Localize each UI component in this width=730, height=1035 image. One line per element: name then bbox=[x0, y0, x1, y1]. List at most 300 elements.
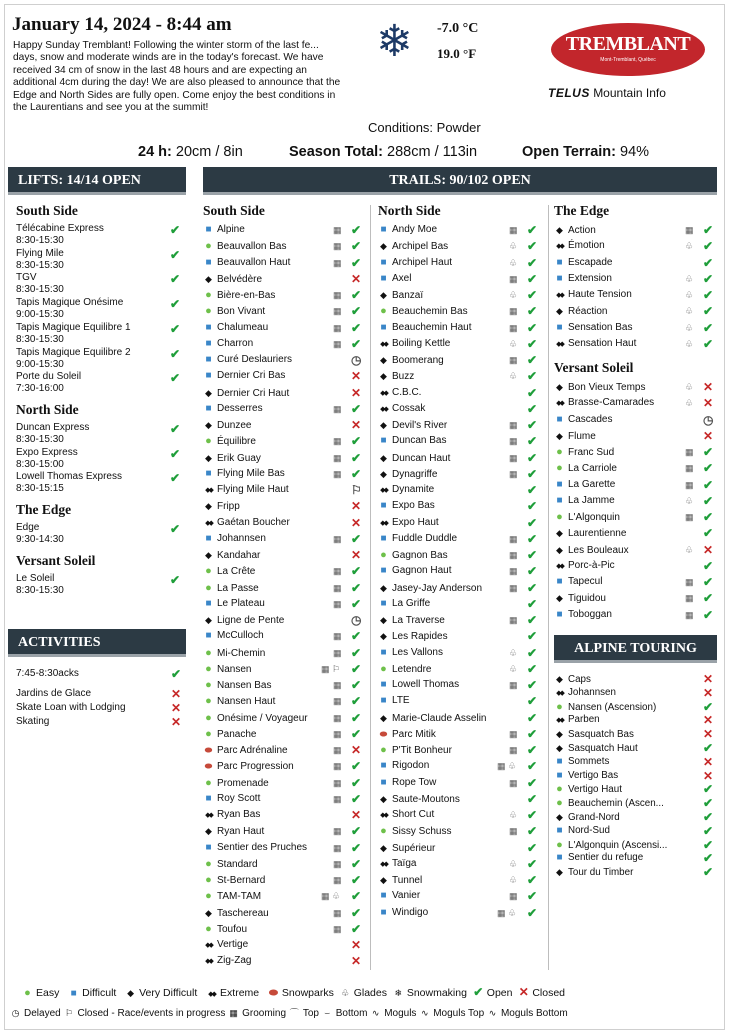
open-check-icon: ✔ bbox=[703, 304, 714, 319]
glades-icon: ♧ bbox=[509, 257, 518, 268]
trail-row bbox=[203, 240, 287, 253]
lift-hours: 8:30-15:30 bbox=[16, 433, 64, 445]
open-check-icon: ✔ bbox=[527, 499, 538, 514]
open-check-icon: ✔ bbox=[703, 320, 714, 335]
trail-row bbox=[378, 338, 450, 351]
lift-name: Expo Express bbox=[16, 446, 78, 458]
touring-row bbox=[554, 811, 620, 824]
touring-row bbox=[554, 714, 600, 727]
grooming-icon: ▦ bbox=[509, 355, 518, 365]
open-check-icon: ✔ bbox=[527, 531, 538, 546]
difficult-square-icon: ■ bbox=[556, 824, 563, 836]
open-check-icon: ✔ bbox=[527, 808, 538, 822]
trail-name: Flume bbox=[568, 430, 596, 442]
grooming-icon: ▦ bbox=[333, 826, 342, 837]
touring-row bbox=[554, 770, 618, 782]
touring-row bbox=[554, 783, 622, 796]
very-difficult-diamond-icon: ◆ bbox=[556, 867, 563, 878]
lift-hours: 9:30-14:30 bbox=[16, 534, 64, 545]
trail-name: Flying Mile Bas bbox=[217, 467, 285, 479]
open-check-icon: ✔ bbox=[527, 840, 538, 855]
open-check-icon: ✔ bbox=[527, 336, 538, 351]
trail-row bbox=[203, 484, 289, 497]
open-check-icon: ✔ bbox=[527, 759, 538, 774]
open-check-icon: ✔ bbox=[351, 645, 362, 660]
grooming-icon: ▦ bbox=[333, 452, 342, 463]
legend-grooming: ▦ Grooming bbox=[229, 1008, 287, 1019]
trail-name: Cascades bbox=[568, 413, 613, 425]
difficult-square-icon: ■ bbox=[380, 906, 387, 918]
trail-name: Équilibre bbox=[217, 436, 256, 448]
open-check-icon: ✔ bbox=[527, 515, 538, 530]
open-check-icon: ✔ bbox=[351, 223, 362, 237]
open-check-icon: ✔ bbox=[351, 824, 362, 839]
trail-name: Devil's River bbox=[392, 420, 448, 431]
open-check-icon: ✔ bbox=[351, 336, 362, 351]
trail-name: La Crête bbox=[217, 566, 256, 578]
trail-name: Cossak bbox=[392, 402, 426, 414]
open-check-icon: ✔ bbox=[527, 548, 538, 562]
open-check-icon: ✔ bbox=[527, 483, 538, 497]
lift-name: Tapis Magique Onésime bbox=[16, 297, 124, 309]
open-check-icon: ✔ bbox=[527, 401, 538, 416]
glades-icon: ♧ bbox=[685, 398, 694, 409]
lift-row bbox=[16, 522, 184, 546]
open-check-icon: ✔ bbox=[170, 346, 181, 361]
trail-row bbox=[203, 939, 248, 952]
trail-name: Tapecul bbox=[568, 576, 603, 587]
trail-row bbox=[378, 403, 425, 416]
easy-circle-icon: ● bbox=[205, 711, 212, 724]
touring-name: Grand-Nord bbox=[568, 812, 620, 823]
trail-name: Sensation Bas bbox=[568, 321, 633, 333]
closed-x-icon: ✕ bbox=[351, 385, 362, 400]
legend-moguls-top: ∿ Moguls Top bbox=[420, 1008, 485, 1019]
difficult-square-icon: ■ bbox=[205, 532, 212, 544]
open-check-icon: ✔ bbox=[527, 288, 538, 302]
glades-icon: ♧ bbox=[685, 241, 694, 252]
trail-name: Boomerang bbox=[392, 355, 444, 366]
very-difficult-diamond-icon: ◆ bbox=[205, 615, 212, 625]
trail-name: Escapade bbox=[568, 256, 613, 268]
grooming-icon: ▦ bbox=[333, 306, 342, 317]
glades-icon: ♧ bbox=[509, 647, 518, 658]
legend-very-difficult: ◆ Very Difficult bbox=[127, 987, 198, 999]
trail-name: Banzaï bbox=[392, 290, 424, 301]
trail-row bbox=[203, 907, 269, 920]
easy-circle-icon: ● bbox=[205, 874, 212, 886]
trail-row bbox=[378, 582, 482, 595]
trail-name: Beauvallon Bas bbox=[217, 241, 287, 253]
trail-row bbox=[203, 728, 256, 741]
trail-row bbox=[378, 825, 451, 838]
difficult-square-icon: ■ bbox=[380, 435, 387, 447]
very-difficult-diamond-icon: ◆ bbox=[556, 225, 563, 235]
grooming-icon: ▦ bbox=[333, 842, 342, 853]
trail-row bbox=[378, 565, 452, 577]
trail-row bbox=[378, 484, 434, 497]
grooming-icon: ▦ bbox=[333, 875, 342, 885]
open-check-icon: ✔ bbox=[703, 526, 714, 541]
touring-row bbox=[554, 866, 633, 879]
difficult-square-icon: ■ bbox=[380, 695, 387, 707]
trail-name: La Garette bbox=[568, 478, 616, 490]
very-difficult-diamond-icon: ◆ bbox=[205, 550, 212, 560]
trail-row bbox=[554, 381, 645, 394]
open-check-icon: ✔ bbox=[170, 572, 181, 587]
difficult-square-icon: ■ bbox=[556, 321, 563, 333]
difficult-square-icon: ■ bbox=[380, 776, 387, 788]
lift-row bbox=[16, 223, 184, 247]
very-difficult-diamond-icon: ◆ bbox=[205, 273, 212, 284]
closed-x-icon: ✕ bbox=[351, 743, 362, 757]
glades-icon: ♧ bbox=[685, 338, 694, 349]
trail-group-title: The Edge bbox=[554, 203, 610, 218]
grooming-icon: ▦ bbox=[333, 728, 342, 739]
trail-name: Bon Vieux Temps bbox=[568, 382, 646, 393]
trail-name: Extension bbox=[568, 272, 612, 284]
touring-header: ALPINE TOURING bbox=[554, 635, 717, 663]
trail-name: Curé Deslauriers bbox=[217, 354, 293, 365]
report-date: January 14, 2024 - 8:44 am bbox=[12, 14, 232, 35]
extreme-double-diamond-icon: ◆◆ bbox=[380, 519, 387, 527]
trail-name: Gaétan Boucher bbox=[217, 516, 290, 528]
very-difficult-diamond-icon: ◆ bbox=[380, 793, 387, 804]
easy-circle-icon: ● bbox=[205, 240, 212, 253]
trail-name: Chalumeau bbox=[217, 321, 269, 333]
lift-row bbox=[16, 272, 184, 296]
trail-name: Erik Guay bbox=[217, 452, 261, 464]
trail-row bbox=[378, 630, 448, 643]
trail-row bbox=[378, 322, 472, 334]
trail-row bbox=[378, 744, 452, 757]
closed-x-icon: ✕ bbox=[351, 369, 362, 384]
intro-text: Happy Sunday Tremblant! Following the winter storm of the last fe... days, snow and moderate winds are in the today's forecast. We have received 34 cm of snow in the last 48 hours and are expecting an additional 4cm during the day! We are also pleased to announce that the Edge and North Sides are fully open. Come enjoy the best conditions in the Laurentians and see you at the summit! bbox=[13, 40, 341, 114]
trail-row bbox=[554, 609, 612, 621]
trail-row bbox=[203, 679, 271, 692]
extreme-double-diamond-icon: ◆◆ bbox=[380, 389, 387, 397]
open-check-icon: ✔ bbox=[351, 255, 362, 270]
open-check-icon: ✔ bbox=[351, 661, 362, 676]
grooming-icon: ▦ bbox=[333, 745, 342, 755]
trail-name: Sensation Haut bbox=[568, 337, 637, 349]
open-check-icon: ✔ bbox=[351, 678, 362, 692]
trail-row bbox=[203, 955, 251, 968]
touring-name: Sommets bbox=[568, 755, 610, 767]
legend-easy: ● Easy bbox=[24, 987, 60, 999]
open-check-icon: ✔ bbox=[527, 645, 538, 660]
very-difficult-diamond-icon: ◆ bbox=[380, 875, 387, 885]
trail-name: Standard bbox=[217, 858, 258, 870]
grooming-glades-icon: ▦ ♧ bbox=[497, 907, 517, 918]
very-difficult-diamond-icon: ◆ bbox=[556, 743, 563, 753]
open-check-icon: ✔ bbox=[351, 434, 362, 449]
trail-name: Ryan Haut bbox=[217, 826, 265, 838]
open-check-icon: ✔ bbox=[703, 810, 714, 824]
difficult-square-icon: ■ bbox=[380, 256, 387, 268]
open-check-icon: ✔ bbox=[170, 321, 181, 336]
very-difficult-diamond-icon: ◆ bbox=[380, 241, 387, 252]
open-check-icon: ✔ bbox=[351, 905, 362, 920]
lift-name: Flying Mile bbox=[16, 247, 64, 259]
legend-snowparks: ⬬ Snowparks bbox=[268, 987, 334, 999]
trail-name: Letendre bbox=[392, 663, 432, 675]
legend-delayed: ◷ Delayed bbox=[11, 1008, 61, 1019]
open-check-icon: ✔ bbox=[351, 596, 362, 611]
trail-row bbox=[203, 273, 262, 286]
trail-row bbox=[378, 858, 416, 871]
trail-name: Expo Bas bbox=[392, 500, 435, 512]
trail-row bbox=[554, 592, 606, 605]
trail-row bbox=[378, 760, 429, 772]
very-difficult-diamond-icon: ◆ bbox=[205, 907, 212, 918]
open-check-icon: ✔ bbox=[527, 320, 538, 335]
trail-row bbox=[203, 858, 258, 871]
open-check-icon: ✔ bbox=[703, 575, 714, 589]
grooming-icon: ▦ bbox=[333, 598, 342, 609]
trail-row bbox=[554, 446, 614, 459]
open-check-icon: ✔ bbox=[171, 667, 182, 681]
touring-name: Johannsen bbox=[568, 686, 616, 698]
trail-row bbox=[378, 793, 460, 806]
extreme-double-diamond-icon: ◆◆ bbox=[380, 487, 387, 494]
trail-row bbox=[203, 468, 285, 480]
difficult-square-icon: ■ bbox=[556, 478, 563, 490]
closed-x-icon: ✕ bbox=[351, 808, 362, 822]
touring-row bbox=[554, 756, 609, 768]
open-check-icon: ✔ bbox=[703, 741, 714, 755]
grooming-icon: ▦ bbox=[685, 479, 694, 490]
open-check-icon: ✔ bbox=[170, 522, 181, 536]
very-difficult-diamond-icon: ◆ bbox=[205, 452, 212, 463]
trail-row bbox=[203, 760, 294, 773]
snowpark-oval-icon: ⬬ bbox=[379, 728, 388, 739]
trail-row bbox=[203, 387, 289, 400]
touring-row bbox=[554, 839, 667, 852]
open-check-icon: ✔ bbox=[170, 297, 181, 312]
touring-row bbox=[554, 687, 616, 700]
trail-row bbox=[378, 679, 459, 691]
glades-icon: ♧ bbox=[509, 290, 518, 300]
trail-name: Action bbox=[568, 225, 596, 236]
open-check-icon: ✔ bbox=[703, 510, 714, 524]
open-check-icon: ✔ bbox=[527, 726, 538, 741]
open-check-icon: ✔ bbox=[703, 445, 714, 459]
trail-name: Laurentienne bbox=[568, 528, 627, 540]
trail-name: Archipel Haut bbox=[392, 256, 453, 268]
trail-name: Charron bbox=[217, 337, 254, 349]
legend-extreme: ◆◆ Extreme bbox=[208, 987, 260, 999]
open-check-icon: ✔ bbox=[703, 288, 714, 302]
easy-circle-icon: ● bbox=[205, 435, 212, 448]
trail-row bbox=[378, 387, 421, 400]
trail-row bbox=[378, 224, 437, 236]
open-check-icon: ✔ bbox=[703, 782, 714, 797]
very-difficult-diamond-icon: ◆ bbox=[556, 306, 563, 317]
extreme-double-diamond-icon: ◆◆ bbox=[205, 942, 212, 949]
very-difficult-diamond-icon: ◆ bbox=[556, 593, 563, 604]
grooming-icon: ▦ bbox=[333, 403, 342, 414]
legend-glades: ♧ Glades bbox=[341, 987, 387, 999]
lift-hours: 8:30-15:00 bbox=[16, 458, 64, 470]
easy-circle-icon: ● bbox=[556, 797, 563, 810]
extreme-double-diamond-icon: ◆◆ bbox=[556, 562, 563, 570]
trail-row bbox=[554, 495, 615, 507]
difficult-square-icon: ■ bbox=[380, 272, 387, 284]
touring-name: Tour du Timber bbox=[568, 867, 634, 879]
trail-row bbox=[554, 289, 632, 302]
glades-icon: ♧ bbox=[509, 875, 518, 885]
trail-row bbox=[203, 565, 255, 578]
extreme-double-diamond-icon: ◆◆ bbox=[205, 519, 212, 527]
easy-circle-icon: ● bbox=[205, 922, 212, 935]
stat-24h: 24 h: 20cm / 8in bbox=[138, 144, 243, 160]
trail-row bbox=[378, 842, 435, 855]
trail-row bbox=[203, 517, 290, 530]
grooming-icon: ▦ bbox=[333, 907, 342, 918]
touring-row bbox=[554, 742, 638, 755]
extreme-double-diamond-icon: ◆◆ bbox=[380, 812, 387, 819]
very-difficult-diamond-icon: ◆ bbox=[556, 674, 563, 684]
open-check-icon: ✔ bbox=[351, 710, 362, 725]
open-check-icon: ✔ bbox=[703, 591, 714, 606]
closed-x-icon: ✕ bbox=[703, 428, 714, 443]
trail-name: L'Algonquin bbox=[568, 512, 620, 523]
grooming-icon: ▦ bbox=[333, 777, 342, 788]
trail-name: Nansen Haut bbox=[217, 696, 276, 708]
difficult-square-icon: ■ bbox=[380, 565, 387, 577]
trail-row bbox=[203, 533, 266, 545]
very-difficult-diamond-icon: ◆ bbox=[205, 501, 212, 512]
open-check-icon: ✔ bbox=[170, 421, 181, 436]
difficult-square-icon: ■ bbox=[380, 890, 387, 902]
trail-row bbox=[203, 452, 261, 465]
difficult-square-icon: ■ bbox=[556, 494, 563, 506]
trail-name: Mi-Chemin bbox=[217, 647, 266, 659]
trail-name: Alpine bbox=[217, 224, 245, 235]
extreme-double-diamond-icon: ◆◆ bbox=[556, 689, 563, 697]
trail-name: Parc Progression bbox=[217, 761, 294, 773]
lift-name: Porte du Soleil bbox=[16, 371, 82, 383]
legend-closed: ✕ Closed bbox=[518, 985, 566, 999]
glades-icon: ♧ bbox=[685, 306, 694, 317]
snowflake-icon: ❄ bbox=[376, 17, 413, 66]
open-check-icon: ✔ bbox=[351, 856, 362, 871]
easy-circle-icon: ● bbox=[205, 890, 212, 903]
trail-row bbox=[203, 809, 260, 822]
easy-circle-icon: ● bbox=[205, 727, 212, 740]
open-check-icon: ✔ bbox=[351, 564, 362, 579]
lift-name: Le Soleil bbox=[16, 572, 55, 584]
lift-group-title: North Side bbox=[16, 401, 79, 417]
very-difficult-diamond-icon: ◆ bbox=[380, 842, 387, 853]
difficult-square-icon: ■ bbox=[205, 337, 212, 349]
grooming-icon: ▦ bbox=[333, 582, 342, 593]
glades-icon: ♧ bbox=[509, 338, 518, 349]
trail-name: Bière-en-Bas bbox=[217, 290, 276, 301]
difficult-square-icon: ■ bbox=[556, 272, 563, 284]
trail-row bbox=[203, 744, 288, 757]
trail-group-title: North Side bbox=[378, 203, 441, 218]
easy-circle-icon: ● bbox=[380, 825, 387, 838]
trail-row bbox=[378, 305, 468, 318]
very-difficult-diamond-icon: ◆ bbox=[380, 615, 387, 625]
open-check-icon: ✔ bbox=[527, 450, 538, 465]
difficult-square-icon: ■ bbox=[380, 321, 387, 333]
open-check-icon: ✔ bbox=[351, 288, 362, 302]
grooming-icon: ▦ bbox=[685, 609, 694, 620]
trail-name: Panache bbox=[217, 728, 257, 740]
race-flag-icon: ⚐ bbox=[351, 483, 362, 497]
trail-name: Vanier bbox=[392, 890, 421, 902]
difficult-square-icon: ■ bbox=[205, 224, 212, 235]
lift-name: Lowell Thomas Express bbox=[16, 471, 122, 483]
grooming-icon: ▦ bbox=[333, 793, 342, 804]
legend-row-1 bbox=[22, 985, 565, 1000]
grooming-icon: ▦ bbox=[509, 273, 518, 284]
trail-name: Rigodon bbox=[392, 760, 430, 772]
activities-header: ACTIVITIES bbox=[8, 629, 186, 657]
trail-name: Franc Sud bbox=[568, 447, 615, 458]
trail-name: Le Plateau bbox=[217, 597, 265, 609]
lift-group-title: South Side bbox=[16, 203, 78, 218]
trail-row bbox=[203, 403, 263, 415]
trail-name: LTE bbox=[392, 695, 410, 707]
trail-name: Marie-Claude Asselin bbox=[392, 712, 487, 724]
lift-row bbox=[16, 371, 184, 395]
open-check-icon: ✔ bbox=[527, 710, 538, 725]
trail-group-title: Versant Soleil bbox=[554, 360, 634, 375]
easy-circle-icon: ● bbox=[205, 581, 212, 594]
trail-name: C.B.C. bbox=[392, 386, 422, 398]
trail-name: Réaction bbox=[568, 306, 608, 318]
trail-row bbox=[378, 500, 435, 512]
trail-name: Onésime / Voyageur bbox=[217, 712, 308, 724]
very-difficult-diamond-icon: ◆ bbox=[556, 729, 563, 740]
difficult-square-icon: ■ bbox=[205, 321, 212, 333]
trail-name: Dynamite bbox=[392, 484, 435, 495]
trail-row bbox=[203, 224, 245, 236]
trail-name: Les Rapides bbox=[392, 631, 448, 643]
touring-name: Sasquatch Bas bbox=[568, 729, 634, 741]
lift-name: Duncan Express bbox=[16, 421, 90, 433]
legend-row-2 bbox=[10, 1006, 568, 1019]
closed-x-icon: ✕ bbox=[703, 685, 714, 700]
touring-name: Vertigo Haut bbox=[568, 784, 622, 796]
open-check-icon: ✔ bbox=[351, 320, 362, 335]
trail-row bbox=[554, 511, 620, 524]
grooming-glades-icon: ▦ ♧ bbox=[321, 891, 341, 902]
trail-row bbox=[554, 462, 617, 475]
trail-name: La Passe bbox=[217, 582, 259, 594]
open-check-icon: ✔ bbox=[527, 223, 538, 237]
trail-row bbox=[203, 500, 240, 513]
open-check-icon: ✔ bbox=[527, 856, 538, 871]
trail-name: Bon Vivant bbox=[217, 306, 266, 318]
temp-celsius: -7.0 °C bbox=[437, 21, 479, 36]
glades-icon: ♧ bbox=[509, 241, 518, 252]
very-difficult-diamond-icon: ◆ bbox=[380, 371, 387, 382]
open-check-icon: ✔ bbox=[351, 873, 362, 887]
grooming-icon: ▦ bbox=[333, 631, 342, 642]
difficult-square-icon: ■ bbox=[205, 402, 212, 414]
difficult-square-icon: ■ bbox=[556, 576, 563, 587]
trail-name: Gagnon Bas bbox=[392, 550, 448, 561]
lift-row bbox=[16, 573, 184, 597]
very-difficult-diamond-icon: ◆ bbox=[380, 468, 387, 479]
temp-fahrenheit: 19.0 °F bbox=[437, 46, 477, 61]
lifts-header: LIFTS: 14/14 OPEN bbox=[8, 167, 186, 195]
